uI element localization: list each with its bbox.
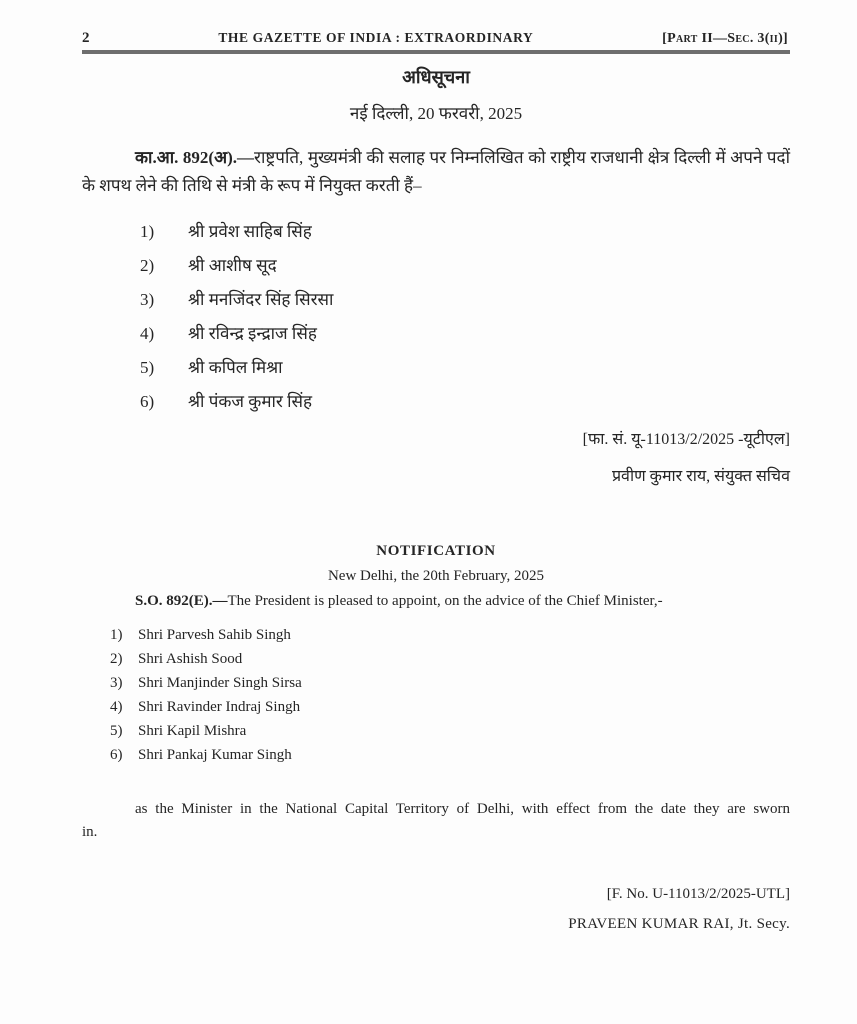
minister-name: Shri Ravinder Indraj Singh: [138, 698, 301, 715]
page-header: [82, 30, 790, 50]
hindi-minister-item: [82, 392, 790, 412]
gazette-title: THE GAZETTE OF INDIA : EXTRAORDINARY: [218, 30, 534, 45]
page-number: 2: [82, 30, 90, 46]
header-double-rule: [82, 50, 790, 54]
list-item-number: 1): [110, 626, 123, 643]
english-so-body: The President is pleased to appoint, on the advice of the Chief Minister,-: [227, 592, 663, 609]
list-item-number: 3): [110, 674, 123, 691]
part-section-ref: [Part II—Sec. 3(ii)]: [662, 31, 788, 46]
hindi-notification-heading: अधिसूचना: [402, 67, 470, 87]
minister-name: Shri Kapil Mishra: [138, 722, 247, 739]
english-so-paragraph: [82, 590, 790, 612]
closing-paragraph: as the Minister in the National Capital Territory of Delhi, with effect from the date they are sworn in.: [82, 800, 790, 840]
english-signatory: PRAVEEN KUMAR RAI, Jt. Secy.: [568, 915, 790, 932]
english-minister-item: [82, 650, 790, 669]
list-item-number: 5): [110, 722, 123, 739]
list-item-number: 5): [140, 357, 155, 377]
hindi-minister-item: [82, 290, 790, 310]
hindi-so-number: का.आ. 892(अ).—: [135, 147, 254, 167]
english-minister-item: [82, 674, 790, 693]
english-so-number: S.O. 892(E).—: [135, 592, 228, 609]
list-item-number: 6): [140, 391, 155, 411]
hindi-minister-list: [82, 222, 790, 412]
english-minister-item: [82, 722, 790, 741]
minister-name: श्री प्रवेश साहिब सिंह: [188, 221, 312, 241]
minister-name: श्री कपिल मिश्रा: [188, 357, 283, 377]
hindi-minister-item: [82, 256, 790, 276]
list-item-number: 1): [140, 221, 155, 241]
minister-name: श्री आशीष सूद: [188, 255, 277, 275]
english-minister-item: [82, 746, 790, 765]
hindi-so-paragraph: [82, 144, 790, 200]
list-item-number: 3): [140, 289, 155, 309]
minister-name: Shri Manjinder Singh Sirsa: [138, 674, 302, 691]
english-notification-heading: NOTIFICATION: [376, 542, 496, 559]
english-minister-list: [82, 626, 790, 765]
hindi-minister-item: [82, 324, 790, 344]
list-item-number: 6): [110, 746, 123, 763]
english-dateline: New Delhi, the 20th February, 2025: [327, 567, 545, 584]
list-item-number: 4): [140, 323, 155, 343]
list-item-number: 2): [110, 650, 123, 667]
minister-name: श्री रविन्द्र इन्द्राज सिंह: [188, 323, 317, 343]
hindi-minister-item: [82, 358, 790, 378]
minister-name: श्री पंकज कुमार सिंह: [188, 391, 313, 411]
hindi-minister-item: [82, 222, 790, 242]
list-item-number: 4): [110, 698, 123, 715]
minister-name: Shri Ashish Sood: [138, 650, 243, 667]
hindi-dateline: नई दिल्ली, 20 फरवरी, 2025: [349, 103, 523, 123]
minister-name: Shri Pankaj Kumar Singh: [138, 746, 292, 763]
english-minister-item: [82, 698, 790, 717]
minister-name: Shri Parvesh Sahib Singh: [138, 626, 291, 643]
hindi-signatory: प्रवीण कुमार राय, संयुक्त सचिव: [611, 467, 790, 485]
hindi-so-body: राष्ट्रपति, मुख्यमंत्री की सलाह पर निम्नलिखित को राष्ट्रीय राजधानी क्षेत्र दिल्ली में अपने पदों के शपथ लेने की तिथि से मंत्री के रूप में नियुक्त करती हैं–: [82, 147, 790, 195]
english-file-number: [F. No. U-11013/2/2025-UTL]: [606, 885, 790, 902]
hindi-file-number: [फा. सं. यू-11013/2/2025 -यूटीएल]: [582, 430, 790, 448]
english-minister-item: [82, 626, 790, 645]
list-item-number: 2): [140, 255, 155, 275]
minister-name: श्री मनजिंदर सिंह सिरसा: [188, 289, 334, 309]
